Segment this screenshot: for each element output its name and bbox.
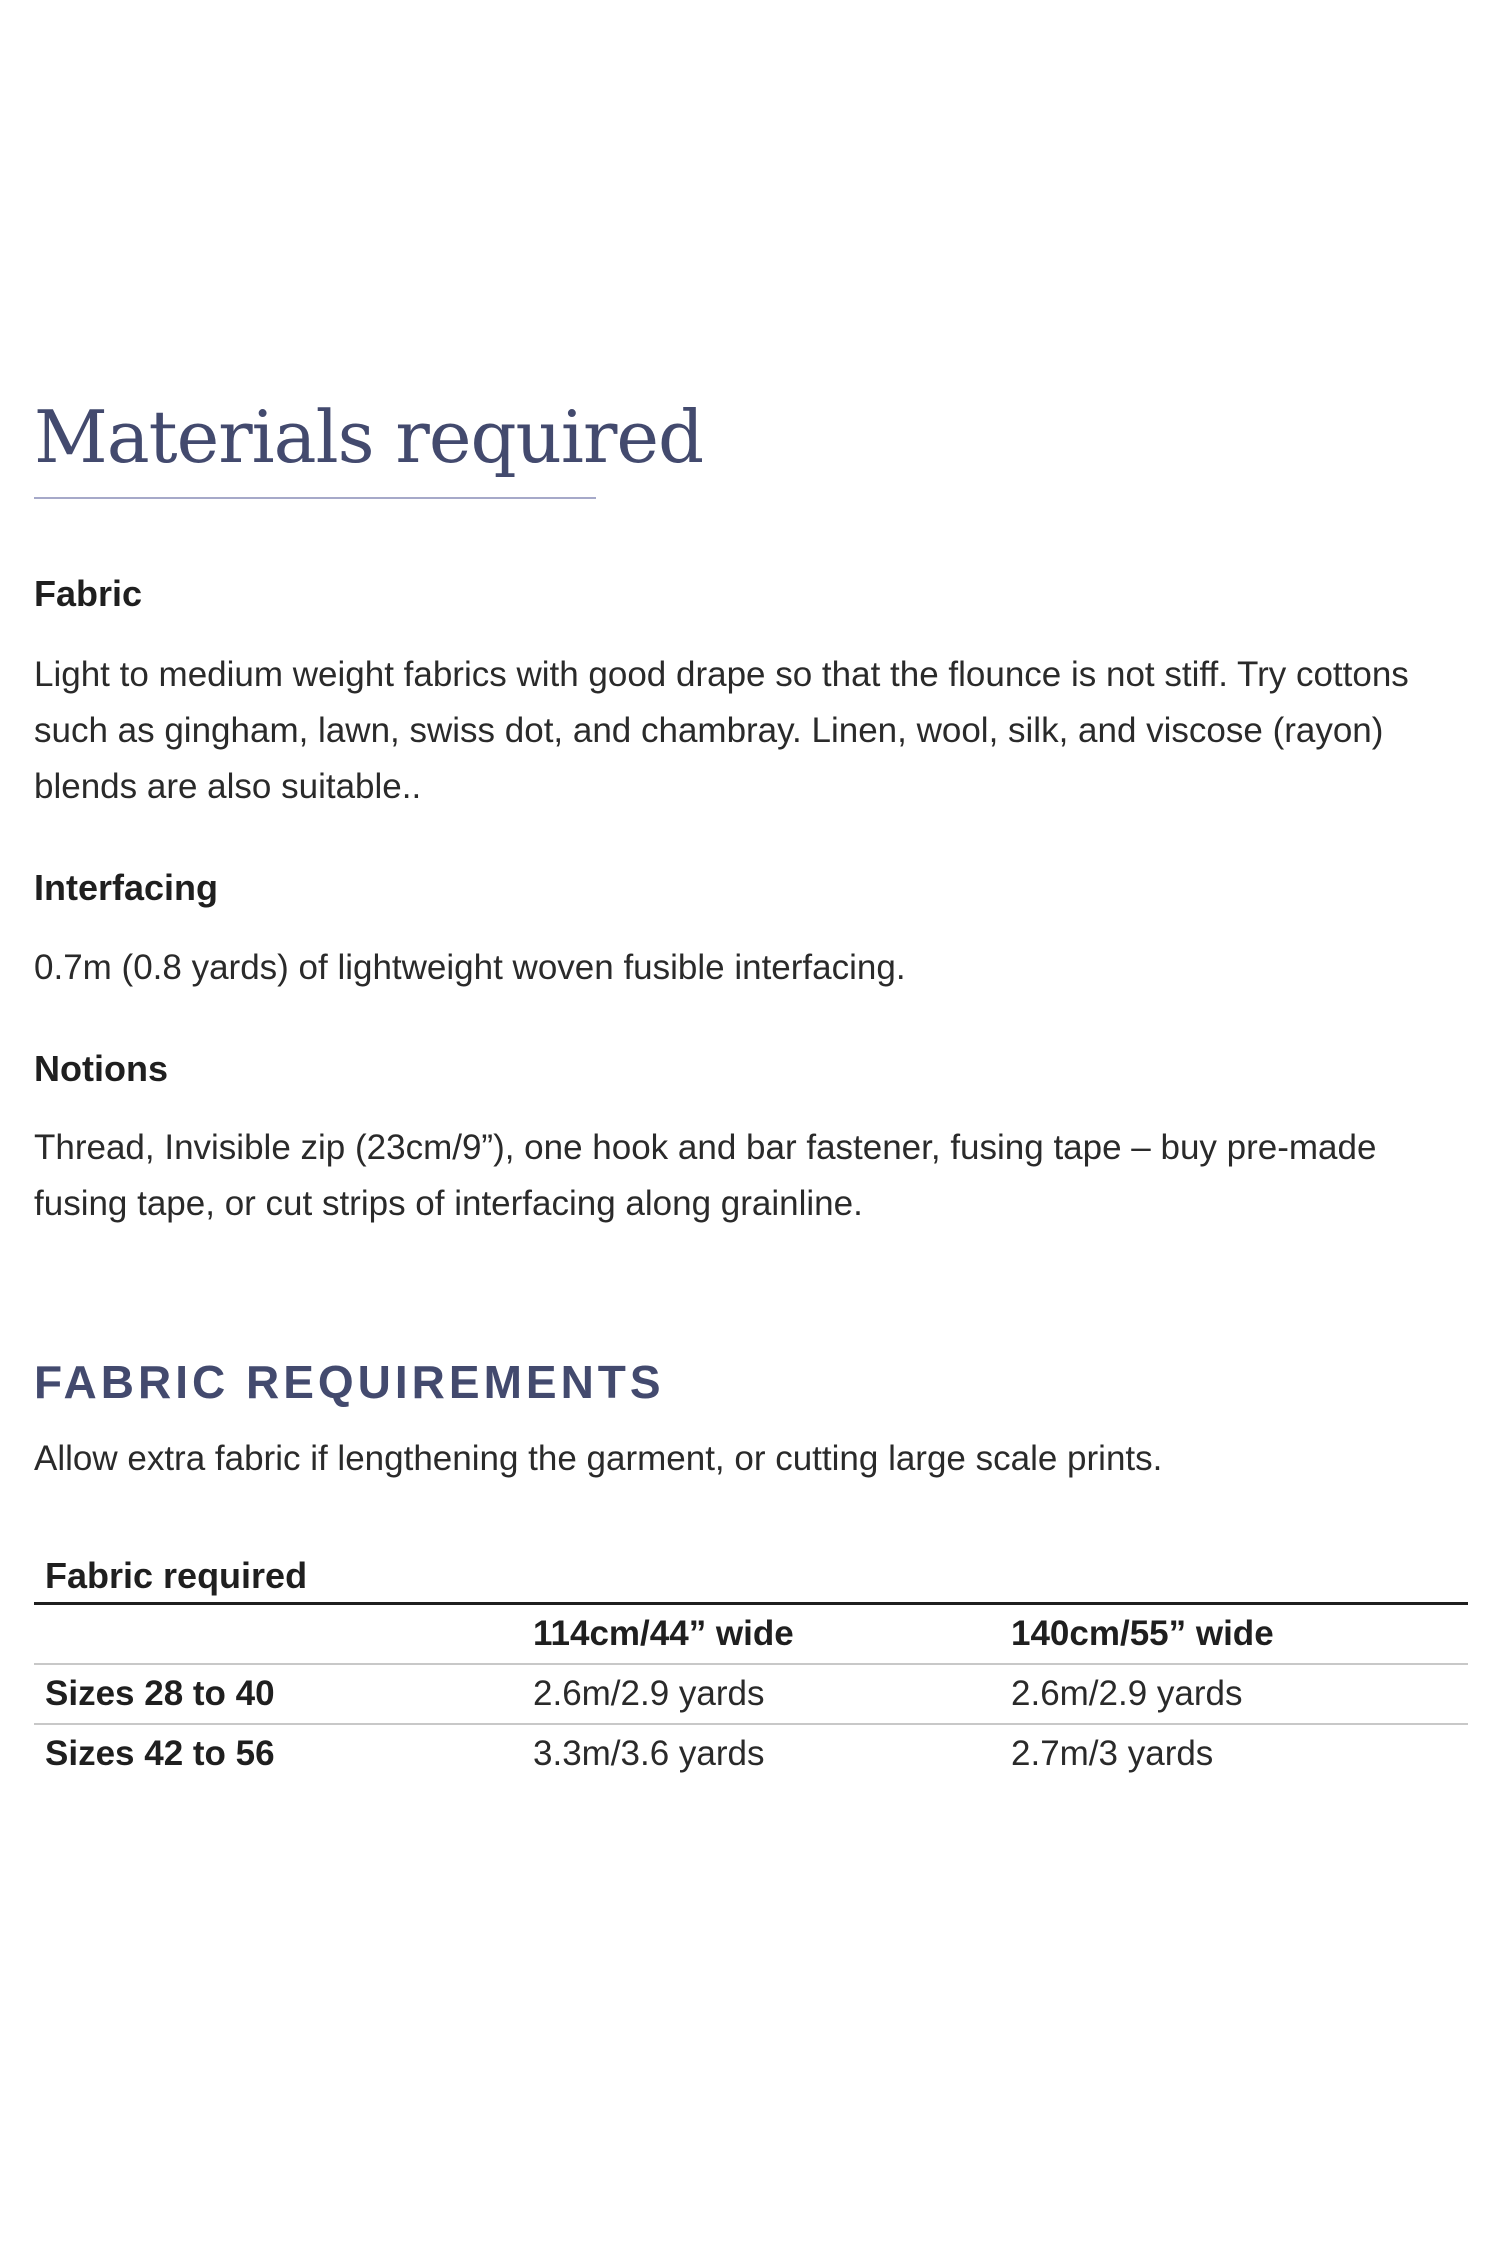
fabric-required-table: [34, 1550, 1468, 1783]
title-underline: [34, 497, 596, 499]
table-header-row: [34, 1605, 1468, 1665]
table-caption: Fabric required: [34, 1550, 1468, 1605]
notions-heading: Notions: [34, 1048, 168, 1089]
table-row: [34, 1725, 1468, 1783]
fabric-requirements-heading: FABRIC REQUIREMENTS: [34, 1356, 665, 1408]
table-row-label: Sizes 28 to 40: [45, 1674, 275, 1713]
page-title: Materials required: [34, 395, 704, 479]
notions-description: Thread, Invisible zip (23cm/9”), one hook and bar fastener, fusing tape – buy pre-made fusing tape, or cut strips of interfacing along grainline.: [34, 1128, 1377, 1223]
table-cell: 2.6m/2.9 yards: [1011, 1674, 1243, 1713]
table-cell: 2.7m/3 yards: [1011, 1734, 1214, 1773]
interfacing-description: 0.7m (0.8 yards) of lightweight woven fusible interfacing.: [34, 948, 906, 987]
table-header-cell: 140cm/55” wide: [1011, 1614, 1274, 1653]
fabric-heading: Fabric: [34, 573, 143, 614]
table-cell: 3.3m/3.6 yards: [533, 1734, 765, 1773]
table-header-cell: 114cm/44” wide: [533, 1614, 794, 1653]
table-row: [34, 1665, 1468, 1725]
interfacing-heading: Interfacing: [34, 867, 219, 908]
table-cell: 2.6m/2.9 yards: [533, 1674, 765, 1713]
fabric-requirements-note: Allow extra fabric if lengthening the garment, or cutting large scale prints.: [34, 1439, 1163, 1478]
fabric-description: Light to medium weight fabrics with good drape so that the flounce is not stiff. Try cottons such as gingham, lawn, swiss dot, and chambray. Linen, wool, silk, and viscose (rayon) blends are also suitable..: [34, 655, 1409, 806]
table-row-label: Sizes 42 to 56: [45, 1734, 275, 1773]
